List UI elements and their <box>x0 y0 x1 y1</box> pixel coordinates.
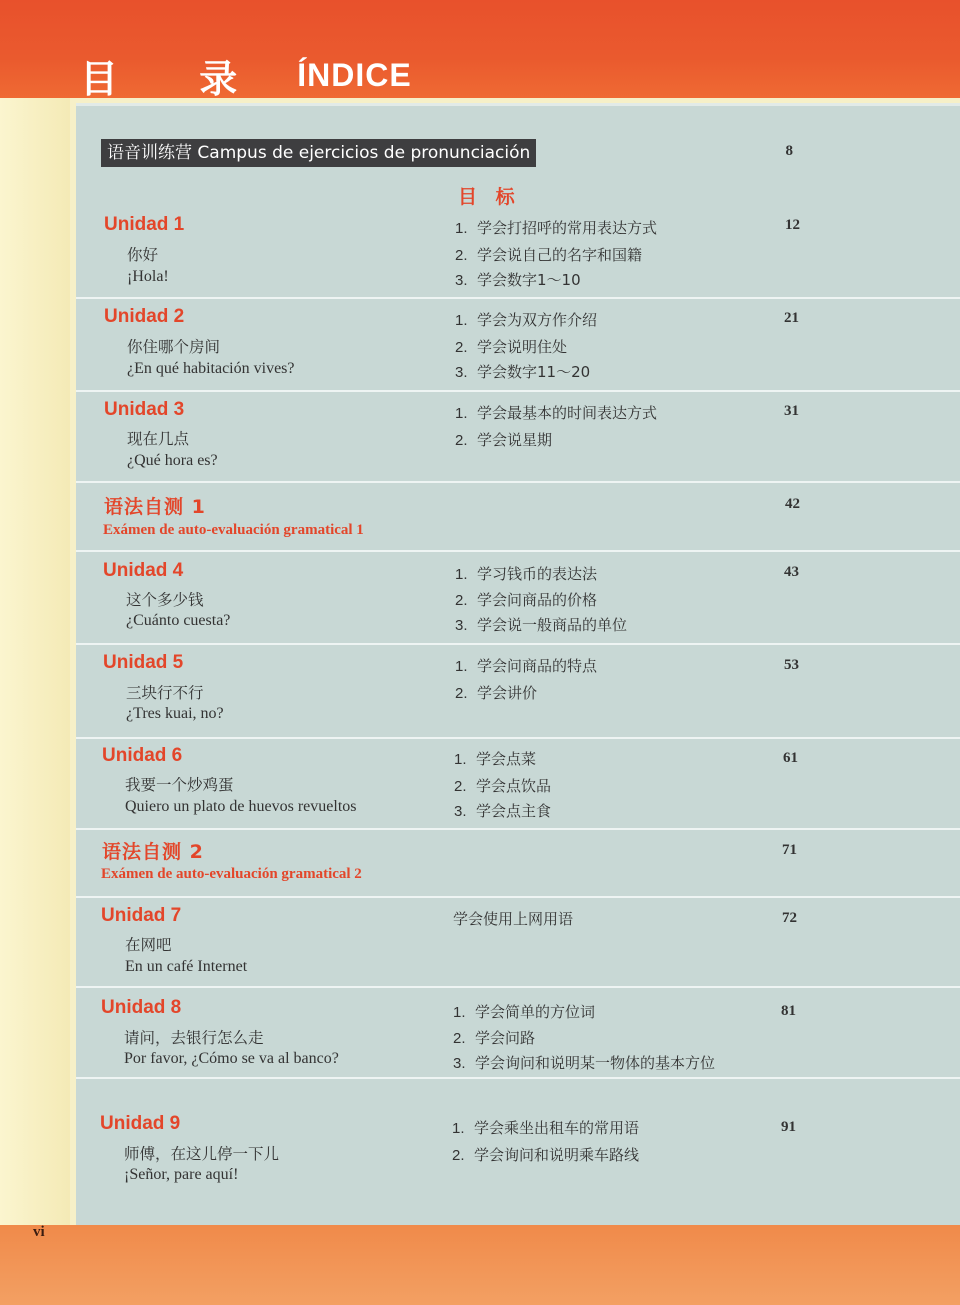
unit-title-zh: 请问，去银行怎么走 <box>124 1029 264 1047</box>
campus-title: 语音训练营 Campus de ejercicios de pronunciación <box>101 139 536 167</box>
unit-title-zh: 现在几点 <box>127 430 190 448</box>
row-separator <box>76 390 960 392</box>
row-separator <box>76 297 960 299</box>
goal-item: 1. 学会简单的方位词 <box>453 1003 596 1021</box>
unit-title-es: En un café Internet <box>125 958 248 975</box>
unit-title-zh: 我要一个炒鸡蛋 <box>125 776 234 794</box>
unit-page: 72 <box>782 910 797 926</box>
unit-title-es: ¿Qué hora es? <box>127 452 218 469</box>
grammar-test-page: 71 <box>782 842 797 858</box>
unit-title: Unidad 2 <box>104 306 185 327</box>
row-separator <box>76 1077 960 1079</box>
row-separator <box>76 643 960 645</box>
unit-title-es: ¡Señor, pare aquí! <box>124 1166 239 1183</box>
unit-title-zh: 三块行不行 <box>126 684 204 702</box>
unit-title-es: ¿En qué habitación vives? <box>127 360 295 377</box>
page-number: vi <box>33 1224 45 1240</box>
goal-item: 3. 学会点主食 <box>454 802 552 820</box>
goal-item: 3. 学会说一般商品的单位 <box>455 616 628 634</box>
unit-page: 81 <box>781 1003 796 1019</box>
row-separator <box>76 481 960 483</box>
unit-title-zh: 你住哪个房间 <box>127 338 221 356</box>
unit-title: Unidad 8 <box>101 997 182 1018</box>
campus-page: 8 <box>785 143 793 159</box>
goal-item: 1. 学会为双方作介绍 <box>455 311 598 329</box>
goal-item: 3. 学会数字11～20 <box>455 363 591 381</box>
goal-item: 1. 学习钱币的表达法 <box>455 565 598 583</box>
goal-item: 2. 学会说星期 <box>455 431 553 449</box>
unit-title: Unidad 1 <box>104 214 185 235</box>
unit-page: 31 <box>784 403 799 419</box>
unit-title-es: Por favor, ¿Cómo se va al banco? <box>124 1050 339 1067</box>
unit-title-es: Quiero un plato de huevos revueltos <box>125 798 357 815</box>
goal-item: 1. 学会点菜 <box>454 750 537 768</box>
title-zh: 目 录 <box>80 55 272 101</box>
footer-band <box>0 1225 960 1305</box>
title-es: ÍNDICE <box>297 56 412 93</box>
goal-item: 1. 学会最基本的时间表达方式 <box>455 404 658 422</box>
grammar-test-title: 语法自测 2 <box>102 841 204 863</box>
unit-page: 91 <box>781 1119 796 1135</box>
unit-title-es: ¿Tres kuai, no? <box>126 705 224 722</box>
unit-title-zh: 你好 <box>127 246 159 264</box>
unit-title-es: ¿Cuánto cuesta? <box>126 612 231 629</box>
unit-page: 53 <box>784 657 799 673</box>
unit-title-zh: 这个多少钱 <box>126 591 204 609</box>
unit-title-zh: 在网吧 <box>125 936 172 954</box>
row-separator <box>76 828 960 830</box>
grammar-test-subtitle: Exámen de auto-evaluación gramatical 1 <box>103 522 364 538</box>
unit-title: Unidad 9 <box>100 1113 181 1134</box>
goal-item: 3. 学会询问和说明某一物体的基本方位 <box>453 1054 716 1072</box>
goal-item: 1. 学会问商品的特点 <box>455 657 598 675</box>
goal-item: 2. 学会说明住处 <box>455 338 568 356</box>
row-separator <box>76 550 960 552</box>
goals-heading: 目 标 <box>458 186 521 208</box>
unit-page: 43 <box>784 564 799 580</box>
goal-item: 2. 学会问路 <box>453 1029 536 1047</box>
unit-title: Unidad 7 <box>101 905 182 926</box>
unit-title: Unidad 3 <box>104 399 185 420</box>
goal-item: 1. 学会打招呼的常用表达方式 <box>455 219 658 237</box>
goal-item: 2. 学会问商品的价格 <box>455 591 598 609</box>
row-separator <box>76 896 960 898</box>
unit-page: 12 <box>785 217 800 233</box>
grammar-test-subtitle: Exámen de auto-evaluación gramatical 2 <box>101 866 362 882</box>
grammar-test-title: 语法自测 1 <box>104 496 206 518</box>
goal-item: 2. 学会点饮品 <box>454 777 552 795</box>
goal-item: 学会使用上网用语 <box>453 910 574 928</box>
unit-page: 21 <box>784 310 799 326</box>
unit-title: Unidad 4 <box>103 560 184 581</box>
unit-title-es: ¡Hola! <box>127 268 169 285</box>
goal-item: 3. 学会数字1～10 <box>455 271 581 289</box>
left-margin-strip <box>0 98 70 1225</box>
grammar-test-page: 42 <box>785 496 800 512</box>
page-title <box>80 50 412 100</box>
goal-item: 2. 学会讲价 <box>455 684 538 702</box>
unit-page: 61 <box>783 750 798 766</box>
unit-title-zh: 师傅，在这儿停一下儿 <box>124 1145 280 1163</box>
row-separator <box>76 737 960 739</box>
unit-title: Unidad 6 <box>102 745 183 766</box>
goal-item: 1. 学会乘坐出租车的常用语 <box>452 1119 640 1137</box>
goal-item: 2. 学会询问和说明乘车路线 <box>452 1146 640 1164</box>
row-separator <box>76 986 960 988</box>
unit-title: Unidad 5 <box>103 652 184 673</box>
goal-item: 2. 学会说自己的名字和国籍 <box>455 246 643 264</box>
